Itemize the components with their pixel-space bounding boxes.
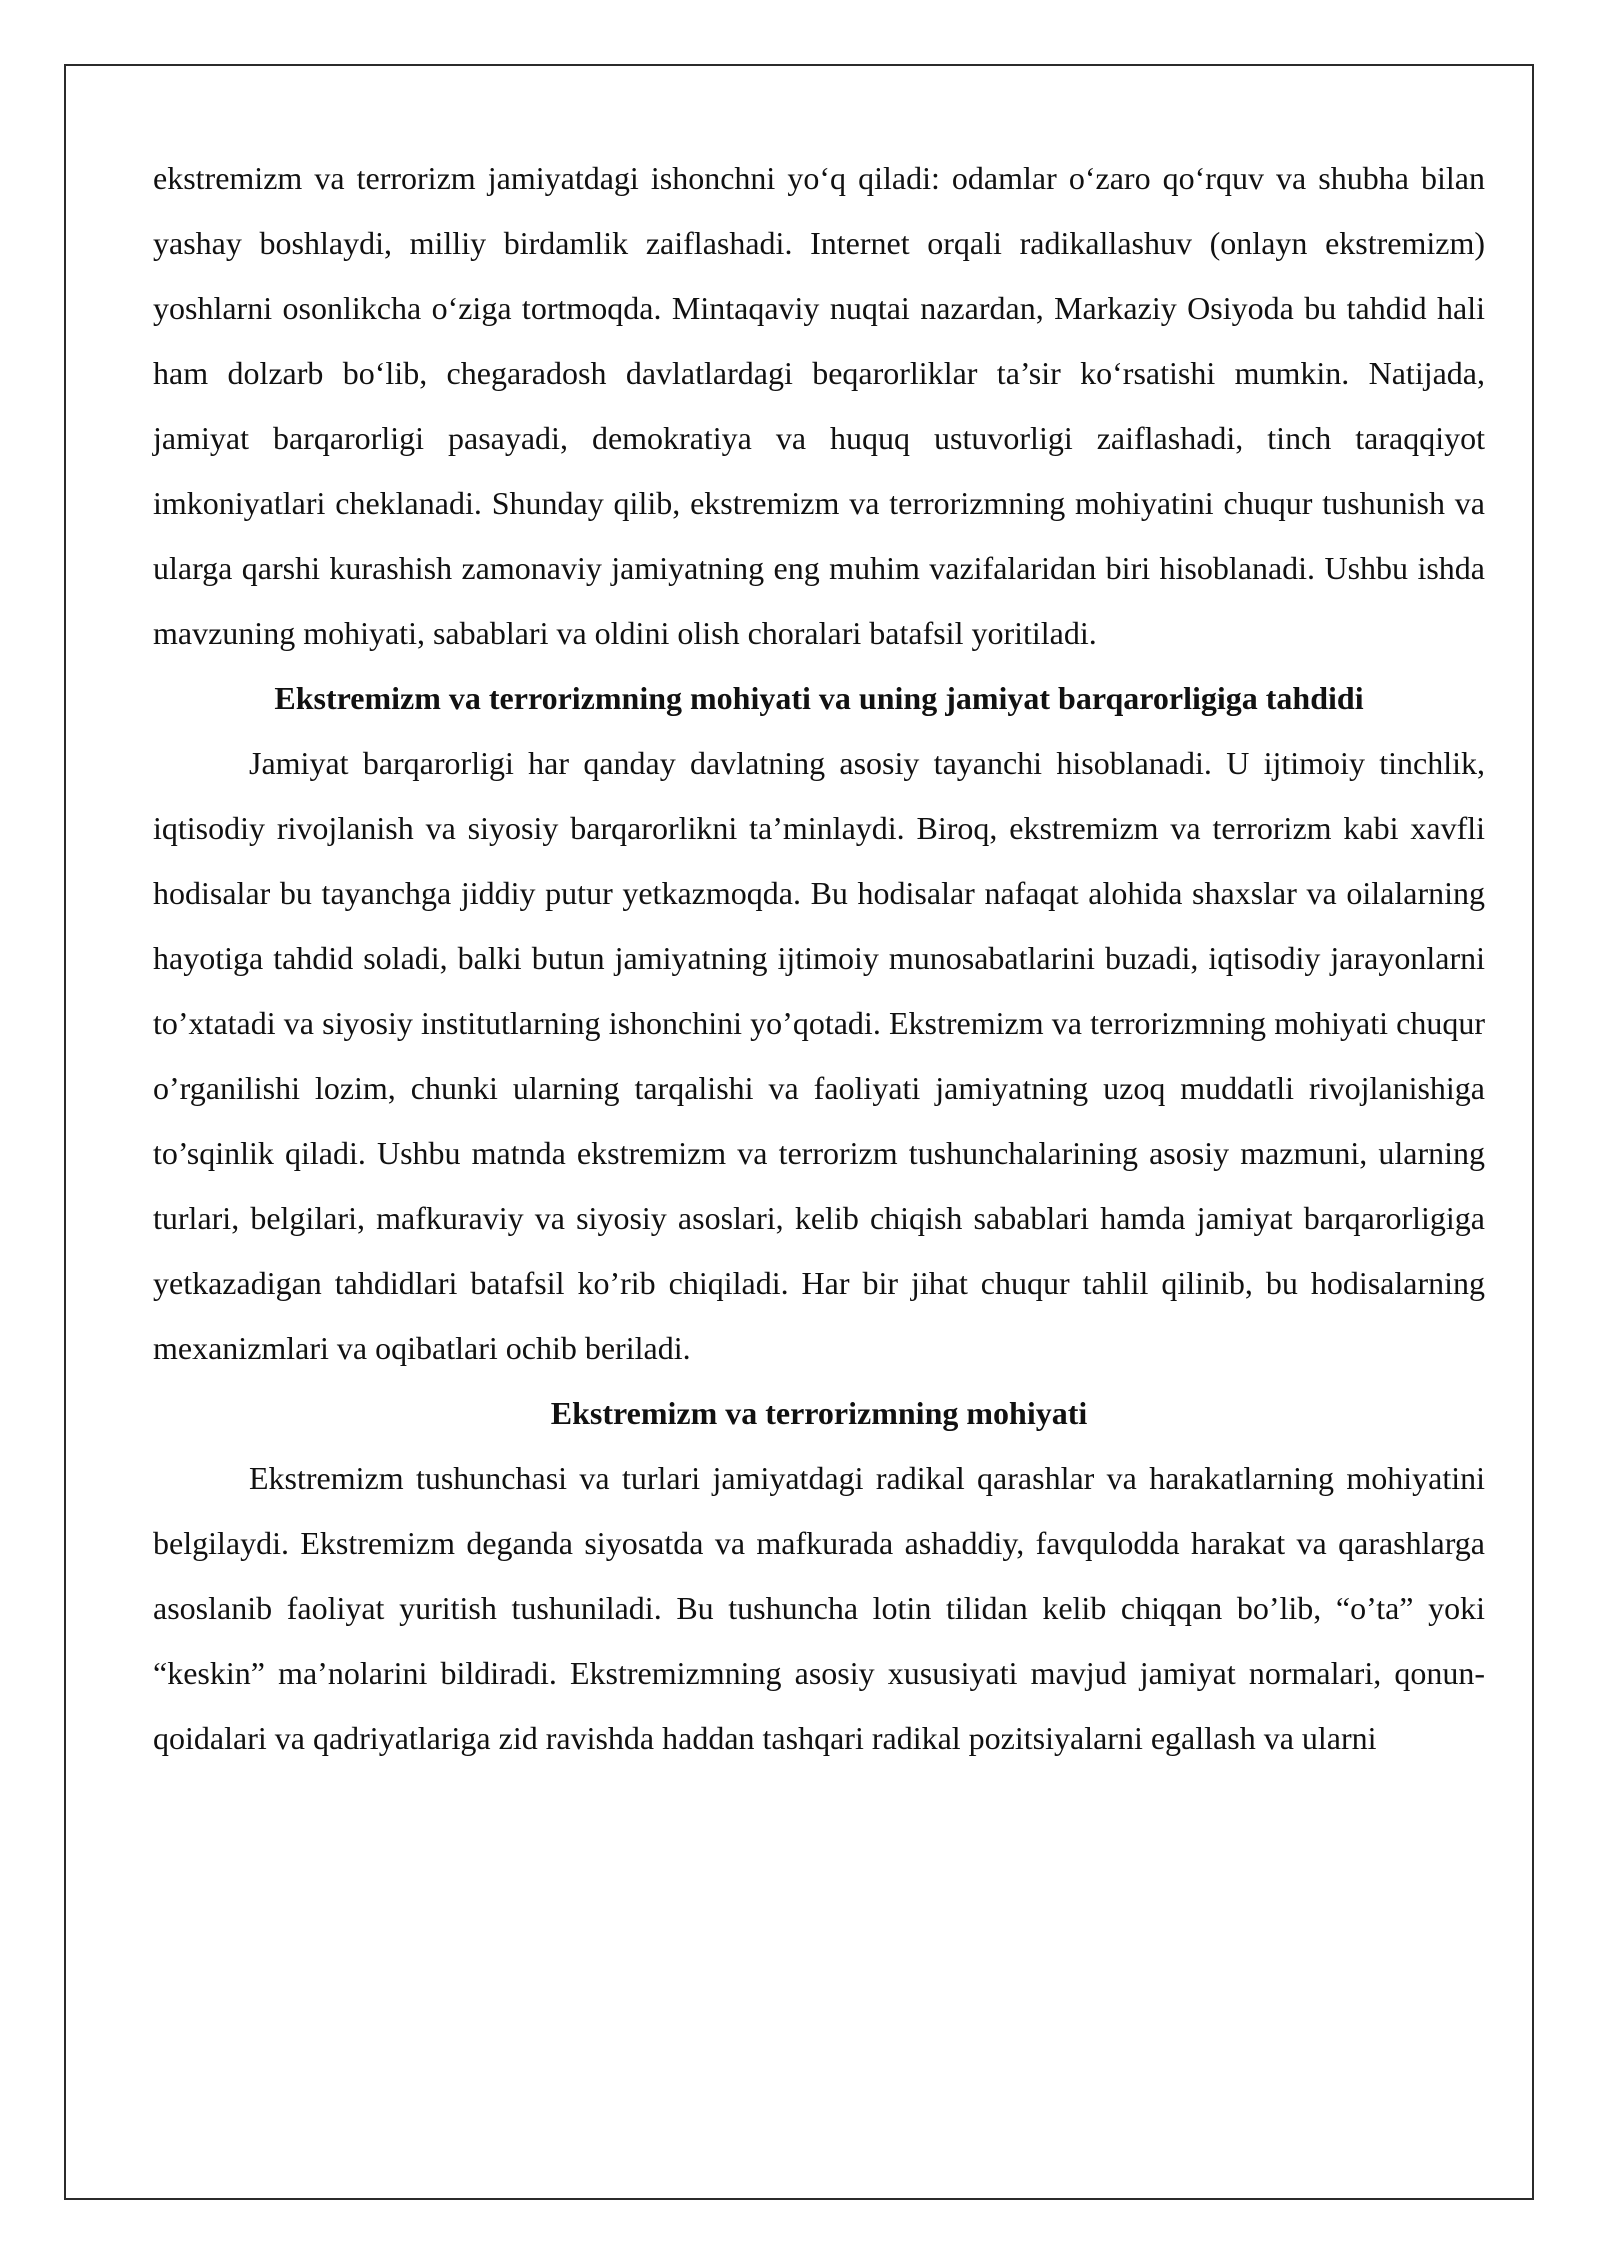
paragraph-society-stability: Jamiyat barqarorligi har qanday davlatning asosiy tayanchi hisoblanadi. U ijtimoiy tinchlik, iqtisodiy rivojlanish va siyosiy barqarorlikni ta’minlaydi. Biroq, ekstremizm va terrorizm kabi xavfli hodisalar bu tayanchga jiddiy putur yetkazmoqda. Bu hodisalar nafaqat alohida shaxslar va oilalarning hayotiga tahdid soladi, balki butun jamiyatning ijtimoiy munosabatlarini buzadi, iqtisodiy jarayonlarni to’xtatadi va siyosiy institutlarning ishonchini yo’qotadi. Ekstremizm va terrorizmning mohiyati chuqur o’rganilishi lozim, chunki ularning tarqalishi va faoliyati jamiyatning uzoq muddatli rivojlanishiga to’sqinlik qiladi. Ushbu matnda ekstremizm va terrorizm tushunchalarining asosiy mazmuni, ularning turlari, belgilari, mafkuraviy va siyosiy asoslari, kelib chiqish sabablari hamda jamiyat barqarorligiga yetkazadigan tahdidlari batafsil ko’rib chiqiladi. Har bir jihat chuqur tahlil qilinib, bu hodisalarning mexanizmlari va oqibatlari ochib beriladi. <box>153 745 1485 1366</box>
section-heading-essence-and-threat: Ekstremizm va terrorizmning mohiyati va uning jamiyat barqarorligiga tahdidi <box>274 680 1364 716</box>
paragraph-intro-continuation: ekstremizm va terrorizm jamiyatdagi ishonchni yo‘q qiladi: odamlar o‘zaro qo‘rquv va shubha bilan yashay boshlaydi, milliy birdamlik zaiflashadi. Internet orqali radikallashuv (onlayn ekstremizm) yoshlarni osonlikcha o‘ziga tortmoqda. Mintaqaviy nuqtai nazardan, Markaziy Osiyoda bu tahdid hali ham dolzarb bo‘lib, chegaradosh davlatlardagi beqarorliklar ta’sir ko‘rsatishi mumkin. Natijada, jamiyat barqarorligi pasayadi, demokratiya va huquq ustuvorligi zaiflashadi, tinch taraqqiyot imkoniyatlari cheklanadi. Shunday qilib, ekstremizm va terrorizmning mohiyatini chuqur tushunish va ularga qarshi kurashish zamonaviy jamiyatning eng muhim vazifalaridan biri hisoblanadi. Ushbu ishda mavzuning mohiyati, sabablari va oldini olish choralari batafsil yoritiladi. <box>153 160 1485 651</box>
document-body <box>153 146 1485 1771</box>
paragraph-extremism-concept: Ekstremizm tushunchasi va turlari jamiyatdagi radikal qarashlar va harakatlarning mohiyatini belgilaydi. Ekstremizm deganda siyosatda va mafkurada ashaddiy, favqulodda harakat va qarashlarga asoslanib faoliyat yuritish tushuniladi. Bu tushuncha lotin tilidan kelib chiqqan bo’lib, “o’ta” yoki “keskin” ma’nolarini bildiradi. Ekstremizmning asosiy xususiyati mavjud jamiyat normalari, qonun-qoidalari va qadriyatlariga zid ravishda haddan tashqari radikal pozitsiyalarni egallash va ularni <box>153 1460 1485 1756</box>
section-heading-essence: Ekstremizm va terrorizmning mohiyati <box>550 1395 1088 1431</box>
